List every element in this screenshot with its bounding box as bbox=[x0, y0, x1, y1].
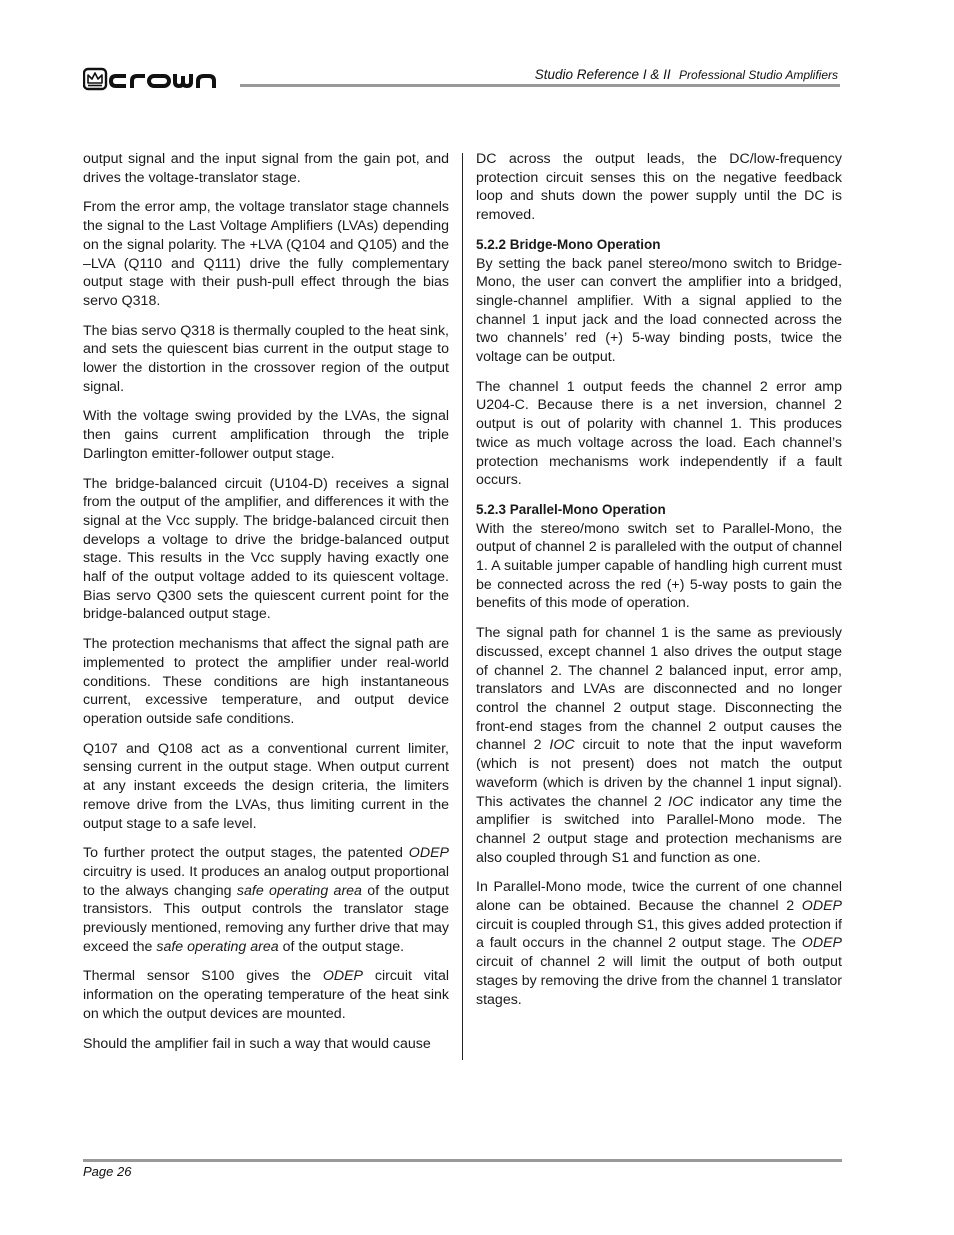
paragraph-parallel bbox=[476, 878, 842, 1009]
paragraph: output signal and the input signal from the gain pot, and drives the voltage-translator stage. bbox=[83, 151, 449, 186]
paragraph: With the voltage swing provided by the LVAs, the signal then gains current amplification through the triple Darlington emitter-follower output stage. bbox=[83, 408, 449, 462]
paragraph-odep bbox=[83, 844, 449, 956]
ioc-term: IOC bbox=[549, 737, 575, 754]
text-run: In Parallel-Mono mode, twice the current of one channel alone can be obtained. Because the channel 2 bbox=[476, 879, 842, 915]
right-column bbox=[476, 150, 842, 1020]
odep-term: ODEP bbox=[801, 898, 842, 915]
paragraph: DC across the output leads, the DC/low-frequency protection circuit senses this on the negative feedback loop and shuts down the power supply until the DC is removed. bbox=[476, 151, 842, 224]
paragraph: The bridge-balanced circuit (U104-D) receives a signal from the output of the amplifier, and differences it with the signal at the Vcc supply. The bridge-balanced circuit then develops a voltage to drive the bridge-balanced output stage. This results in the Vcc supply having exactly one half of the output voltage added to its quiescent voltage. Bias servo Q300 sets the quiescent current point for the bridge-balanced output stage. bbox=[83, 475, 449, 623]
paragraph: The protection mechanisms that affect the signal path are implemented to protect the amplifier under real-world conditions. These conditions are high instantaneous current, excessive temperature, and output device operation outside safe conditions. bbox=[83, 636, 449, 727]
paragraph: With the stereo/mono switch set to Parallel-Mono, the output of channel 2 is paralleled with the output of channel 1. A suitable jumper capable of handling high current must be connected across the red (+) 5-way posts to gain the benefits of this mode of operation. bbox=[476, 520, 842, 612]
soa-term: safe operating area bbox=[236, 882, 362, 899]
text-run: circuitry is used. It produces an analog output proportional to the always changing bbox=[83, 863, 449, 899]
crown-logo bbox=[83, 66, 243, 92]
paragraph: From the error amp, the voltage translator stage channels the signal to the Last Voltage Amplifiers (LVAs) depending on the signal polarity. The +LVA (Q104 and Q105) and the –LVA (Q110 and Q111) drive the fully complementary output stage with their push-pull effect through the bias servo Q318. bbox=[83, 199, 449, 309]
odep-term: ODEP bbox=[801, 935, 842, 952]
header-rule bbox=[240, 84, 840, 87]
text-run: of the output transistors. This output controls the translator stage previously mentioned, removing any further drive that may exceed the bbox=[83, 882, 449, 955]
text-run: circuit is coupled through S1, this gives added protection if a fault occurs in the channel 2 output stage. The bbox=[476, 916, 842, 952]
paragraph-ioc bbox=[476, 624, 842, 867]
running-header bbox=[535, 66, 838, 84]
left-column bbox=[83, 150, 449, 1064]
text-run: indicator any time the amplifier is switched into Parallel-Mono mode. The channel 2 output stage and protection mechanisms are also coupled through S1 and function as one. bbox=[476, 793, 842, 866]
header-title: Studio Reference I & II bbox=[534, 67, 671, 82]
ioc-term: IOC bbox=[668, 793, 694, 810]
section-heading-bridge-mono: 5.2.2 Bridge-Mono Operation bbox=[476, 236, 661, 252]
paragraph: The bias servo Q318 is thermally coupled to the heat sink, and sets the quiescent bias current in the output stage to lower the distortion in the crossover region of the output signal. bbox=[83, 322, 449, 395]
text-run: The signal path for channel 1 is the same as previously discussed, except channel 1 also drives the output stage of channel 2. The channel 2 balanced input, error amp, translators and LVAs are disconnected and no longer control the channel 2 output stage. Disconnecting the front-end stages from the channel 2 output causes the channel 2 bbox=[476, 625, 842, 754]
text-run: circuit to note that the input waveform (which is not present) does not match the output waveform (which is driven by the channel 1 input signal). This activates the channel 2 bbox=[476, 737, 842, 810]
text-run: circuit vital information on the operating temperature of the heat sink on which the output devices are mounted. bbox=[83, 968, 449, 1022]
odep-term: ODEP bbox=[408, 845, 449, 862]
odep-term: ODEP bbox=[322, 968, 364, 985]
paragraph: The channel 1 output feeds the channel 2 error amp U204-C. Because there is a net inversion, channel 2 output is out of polarity with channel 1. This produces twice as much voltage across the load. Each channel’s protection mechanisms work independently if a fault occurs. bbox=[476, 378, 842, 489]
column-divider bbox=[462, 153, 463, 1060]
paragraph: Q107 and Q108 act as a conventional current limiter, sensing current in the output stage. When output current at any instant exceeds the design criteria, the limiters remove drive from the LVAs, thus limiting current in the output stage to a safe level. bbox=[83, 740, 449, 832]
paragraph-thermal bbox=[83, 967, 449, 1023]
page-number: Page 26 bbox=[83, 1164, 132, 1179]
paragraph: By setting the back panel stereo/mono switch to Bridge-Mono, the user can convert the amplifier into a bridged, single-channel amplifier. With a signal applied to the channel 1 input jack and the load connected across the two channels’ red (+) 5-way binding posts, twice the voltage can be output. bbox=[476, 255, 842, 366]
header-subtitle: Professional Studio Amplifiers bbox=[679, 68, 838, 82]
text-run: of the output stage. bbox=[278, 938, 405, 955]
soa-term: safe operating area bbox=[156, 938, 279, 955]
paragraph: Should the amplifier fail in such a way that would cause bbox=[83, 1035, 431, 1052]
text-run: circuit of channel 2 will limit the output of both output stages by removing the drive from the channel 1 translator stages. bbox=[476, 954, 842, 1008]
text-run: Thermal sensor S100 gives the bbox=[83, 968, 323, 985]
section-heading-parallel-mono: 5.2.3 Parallel-Mono Operation bbox=[476, 501, 666, 517]
footer-rule bbox=[83, 1159, 842, 1162]
text-run: To further protect the output stages, the patented bbox=[83, 845, 409, 862]
